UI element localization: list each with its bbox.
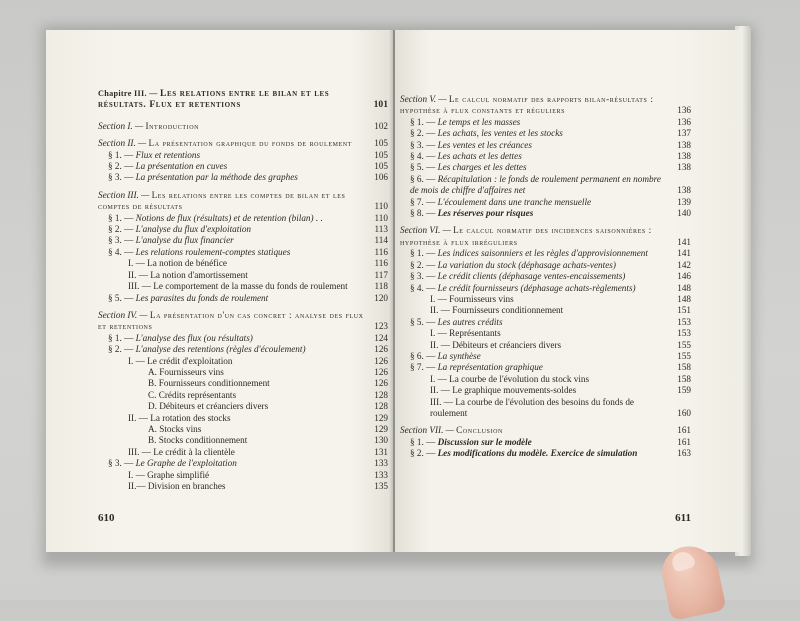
toc-entry xyxy=(98,138,388,149)
toc-entry xyxy=(98,121,388,132)
toc-entry-label: II. — xyxy=(128,269,148,280)
toc-entry-title: Les achats, les ventes et les stocks xyxy=(437,128,563,139)
toc-entry-label: § 6. — xyxy=(410,173,436,184)
toc-entry xyxy=(98,447,388,458)
toc-entry-page: 159 xyxy=(677,385,691,396)
toc-entry-title: La représentation graphique xyxy=(437,362,543,373)
toc-entry-label: § 3. — xyxy=(410,139,436,150)
toc-entry-label: § 2. — xyxy=(108,224,134,235)
toc-entry xyxy=(98,401,388,412)
toc-entry-title: Fournisseurs conditionnement xyxy=(158,378,270,389)
toc-entry xyxy=(400,208,691,219)
toc-entry xyxy=(400,397,691,420)
toc-entry-page: 151 xyxy=(677,305,691,316)
toc-entry xyxy=(98,424,388,435)
toc-entry-label: § 1. — xyxy=(410,116,436,127)
toc-entry-label: III. — xyxy=(128,446,151,457)
toc-entry xyxy=(400,425,691,436)
toc-entry xyxy=(400,437,691,448)
toc-entry-page: 105 xyxy=(374,149,388,160)
toc-entry-label: § 3. — xyxy=(108,235,134,246)
toc-entry-page: 163 xyxy=(677,448,691,459)
toc-entry xyxy=(98,190,388,213)
toc-entry-title: Le crédit à la clientèle xyxy=(153,446,235,457)
toc-entry-page: 118 xyxy=(374,281,388,292)
toc-entry-page: 120 xyxy=(374,292,388,303)
toc-entry-title: Représentants xyxy=(449,328,501,339)
toc-entry xyxy=(98,172,388,183)
toc-entry-title: Les autres crédits xyxy=(437,316,503,327)
toc-entry-label: § 8. — xyxy=(410,208,436,219)
toc-entry-label: Section III. — xyxy=(98,189,150,200)
toc-entry-page: 136 xyxy=(677,105,691,116)
toc-entry-title: La notion de bénéfice xyxy=(147,258,227,269)
toc-entry-title: Notions de flux (résultats) et de retention (bilan) . . xyxy=(135,212,323,223)
toc-entry xyxy=(98,367,388,378)
toc-entry-page: 158 xyxy=(677,362,691,373)
toc-entry xyxy=(400,94,691,117)
right-entry-list xyxy=(400,94,691,460)
toc-entry-title: Débiteurs et créanciers divers xyxy=(159,401,269,412)
toc-entry-label: I. — xyxy=(430,293,447,304)
left-page xyxy=(46,30,393,552)
toc-entry-title: Les achats et les dettes xyxy=(437,151,522,162)
toc-entry xyxy=(400,151,691,162)
toc-entry-page: 110 xyxy=(374,212,388,223)
toc-entry-title: Les parasites du fonds de roulement xyxy=(135,292,269,303)
toc-entry-label: § 3. — xyxy=(108,172,134,183)
toc-entry-page: 155 xyxy=(677,339,691,350)
toc-entry-label: § 6. — xyxy=(410,350,436,361)
toc-entry-title: Le crédit fournisseurs (déphasage achats-règlements) xyxy=(437,282,636,293)
toc-entry-label: II. — xyxy=(430,385,450,396)
toc-entry xyxy=(98,213,388,224)
toc-entry-page: 138 xyxy=(677,185,691,196)
toc-entry-title: Le calcul normatif des rapports bilan-résultats : hypothèse à flux constants et réguliers xyxy=(400,94,654,116)
toc-entry-label: § 1. — xyxy=(410,248,436,259)
toc-entry xyxy=(400,305,691,316)
toc-entry xyxy=(400,317,691,328)
toc-entry-label: § 1. — xyxy=(108,149,134,160)
toc-entry-label: § 3. — xyxy=(108,458,134,469)
toc-entry-title: Le Graphe de l'exploitation xyxy=(135,458,237,469)
toc-entry-page: 148 xyxy=(677,293,691,304)
toc-entry xyxy=(400,128,691,139)
toc-entry-title: La présentation d'un cas concret : analyse des flux et retentions xyxy=(98,309,364,332)
toc-entry-label: § 4. — xyxy=(108,246,134,257)
toc-entry xyxy=(98,333,388,344)
toc-entry-title: L'analyse du flux d'exploitation xyxy=(135,224,252,235)
toc-entry-title: La courbe de l'évolution des besoins du fonds de roulement xyxy=(430,396,634,418)
toc-entry xyxy=(400,248,691,259)
toc-entry-page: 130 xyxy=(374,435,388,446)
toc-entry-page: 129 xyxy=(374,412,388,423)
toc-entry-label: Section VI. — xyxy=(400,225,451,236)
toc-entry-title: Graphe simplifié xyxy=(147,469,210,480)
toc-entry-title: La courbe de l'évolution du stock vins xyxy=(449,373,590,384)
toc-entry-title: Conclusion xyxy=(456,425,503,436)
toc-entry-page: 133 xyxy=(374,469,388,480)
toc-entry xyxy=(98,481,388,492)
toc-entry-label: Section I. — xyxy=(98,120,144,131)
toc-entry-label: A. xyxy=(148,366,157,377)
toc-entry-label: § 2. — xyxy=(108,161,134,172)
toc-entry-page: 138 xyxy=(677,162,691,173)
toc-entry-title: La synthèse xyxy=(437,350,481,361)
toc-entry-title: L'analyse des flux (ou résultats) xyxy=(135,332,253,343)
toc-entry xyxy=(400,283,691,294)
toc-entry xyxy=(400,162,691,173)
right-page xyxy=(395,30,741,552)
toc-entry-title: L'écoulement dans une tranche mensuelle xyxy=(437,196,592,207)
toc-entry-title: La notion d'amortissement xyxy=(150,269,248,280)
toc-entry xyxy=(400,374,691,385)
toc-entry xyxy=(98,356,388,367)
toc-entry-label: § 4. — xyxy=(410,151,436,162)
toc-entry xyxy=(400,271,691,282)
toc-entry-title: Le crédit d'exploitation xyxy=(147,355,233,366)
toc-entry xyxy=(98,270,388,281)
toc-entry xyxy=(400,225,691,248)
toc-entry xyxy=(400,340,691,351)
toc-entry-label: Section IV. — xyxy=(98,309,148,320)
toc-entry-label: II. — xyxy=(430,305,450,316)
toc-entry-page: 126 xyxy=(374,366,388,377)
toc-entry-page: 128 xyxy=(374,401,388,412)
toc-entry-page: 137 xyxy=(677,128,691,139)
toc-entry-label: I. — xyxy=(128,258,145,269)
toc-entry-page: 160 xyxy=(677,407,691,418)
toc-entry xyxy=(400,448,691,459)
toc-entry xyxy=(98,390,388,401)
toc-entry-title: La variation du stock (déphasage achats-ventes) xyxy=(437,259,616,270)
toc-entry-page: 155 xyxy=(677,350,691,361)
toc-entry xyxy=(400,351,691,362)
toc-entry-page: 140 xyxy=(677,208,691,219)
toc-entry xyxy=(98,235,388,246)
toc-entry-page: 161 xyxy=(677,436,691,447)
toc-entry-title: Les relations roulement-comptes statiques xyxy=(135,246,291,257)
toc-entry-page: 141 xyxy=(677,248,691,259)
toc-entry xyxy=(400,385,691,396)
toc-entry-title: Stocks conditionnement xyxy=(158,435,248,446)
toc-entry-page: 106 xyxy=(374,172,388,183)
toc-entry-label: II. — xyxy=(430,339,450,350)
toc-entry-label: § 7. — xyxy=(410,362,436,373)
toc-entry-label: § 5. — xyxy=(410,162,436,173)
toc-entry-page: 105 xyxy=(374,138,388,149)
toc-entry-title: Le graphique mouvements-soldes xyxy=(452,385,577,396)
toc-entry-label: § 5. — xyxy=(410,316,436,327)
left-entry-list xyxy=(98,121,388,493)
toc-entry-page: 116 xyxy=(374,258,388,269)
toc-entry-page: 131 xyxy=(374,446,388,457)
toc-entry-title: Introduction xyxy=(145,120,200,131)
toc-entry xyxy=(400,362,691,373)
toc-entry-title: Récapitulation : le fonds de roulement permanent en nombre de mois de chiffre d'affaires net xyxy=(410,173,661,196)
toc-entry-title: Fournisseurs conditionnement xyxy=(452,305,564,316)
toc-entry xyxy=(98,310,388,333)
toc-entry-label: § 2. — xyxy=(108,344,134,355)
toc-entry-label: § 5. — xyxy=(108,292,134,303)
toc-entry-title: La rotation des stocks xyxy=(150,412,231,423)
toc-entry xyxy=(400,197,691,208)
toc-entry-page: 124 xyxy=(374,332,388,343)
toc-entry-title: Les indices saisonniers et les règles d'approvisionnement xyxy=(437,248,648,259)
toc-entry-label: I. — xyxy=(128,469,145,480)
toc-entry-title: Le calcul normatif des incidences saisonnières : hypothèse à flux irréguliers xyxy=(400,225,652,247)
toc-entry-label: II. — xyxy=(128,412,148,423)
toc-entry-title: Le temps et les masses xyxy=(437,116,521,127)
toc-entry-page: 146 xyxy=(677,271,691,282)
toc-entry xyxy=(98,293,388,304)
toc-entry xyxy=(98,281,388,292)
chapter-heading xyxy=(98,88,388,111)
toc-entry-page: 128 xyxy=(374,389,388,400)
toc-entry-page: 126 xyxy=(374,344,388,355)
chapter-title: Les relations entre le bilan et les résultats. Flux et retentions xyxy=(98,88,330,111)
toc-entry-page: 116 xyxy=(374,246,388,257)
toc-entry-page: 114 xyxy=(374,235,388,246)
toc-entry-title: Débiteurs et créanciers divers xyxy=(452,339,562,350)
toc-entry-title: Les modifications du modèle. Exercice de simulation xyxy=(437,448,638,459)
toc-entry-title: La présentation en cuves xyxy=(135,161,228,172)
toc-entry xyxy=(98,258,388,269)
toc-entry-page: 113 xyxy=(374,224,388,235)
toc-entry-title: Discussion sur le modèle xyxy=(437,436,532,447)
toc-entry-page: 126 xyxy=(374,378,388,389)
toc-entry-title: Les ventes et les créances xyxy=(437,139,532,150)
toc-entry-label: III. — xyxy=(128,281,151,292)
toc-entry-page: 138 xyxy=(677,139,691,150)
toc-entry-label: § 1. — xyxy=(108,332,134,343)
toc-entry-label: § 4. — xyxy=(410,282,436,293)
toc-entry-title: Stocks vins xyxy=(159,423,202,434)
toc-entry xyxy=(98,344,388,355)
toc-entry-label: A. xyxy=(148,423,157,434)
toc-entry-page: 133 xyxy=(374,458,388,469)
toc-entry-page: 141 xyxy=(677,236,691,247)
toc-entry-label: C. xyxy=(148,389,157,400)
toc-entry-title: La présentation graphique du fonds de roulement xyxy=(148,138,352,149)
toc-entry-label: § 1. — xyxy=(108,212,134,223)
right-folio: 611 xyxy=(675,512,691,524)
toc-entry xyxy=(98,435,388,446)
toc-entry-label: II.— xyxy=(128,481,146,491)
toc-entry-label: § 3. — xyxy=(410,271,436,282)
toc-entry-page: 138 xyxy=(677,151,691,162)
toc-entry-page: 153 xyxy=(677,328,691,339)
toc-entry-label: B. xyxy=(148,435,157,446)
toc-entry-page: 161 xyxy=(677,425,691,436)
toc-entry-label: § 2. — xyxy=(410,259,436,270)
toc-entry-page: 105 xyxy=(374,161,388,172)
toc-entry-label: Section VII. — xyxy=(400,425,454,436)
toc-entry-label: III. — xyxy=(430,396,453,407)
toc-entry-title: Les relations entre les comptes de bilan et les comptes de résultats xyxy=(98,189,346,212)
left-folio: 610 xyxy=(98,512,115,524)
toc-entry xyxy=(98,413,388,424)
toc-entry-page: 135 xyxy=(374,481,388,491)
toc-entry-page: 158 xyxy=(677,373,691,384)
toc-entry xyxy=(400,260,691,271)
toc-entry-label: I. — xyxy=(430,328,447,339)
toc-entry-title: Les charges et les dettes xyxy=(437,162,527,173)
toc-entry-page: 117 xyxy=(374,269,388,280)
toc-entry-title: Division en branches xyxy=(147,481,226,491)
toc-entry-title: Les réserves pour risques xyxy=(437,208,534,219)
toc-entry xyxy=(98,161,388,172)
chapter-label: Chapitre III. — xyxy=(98,89,158,98)
toc-entry xyxy=(98,458,388,469)
toc-entry-label: § 7. — xyxy=(410,196,436,207)
toc-entry-label: § 2. — xyxy=(410,448,436,459)
toc-entry-title: Le crédit clients (déphasage ventes-encaissements) xyxy=(437,271,626,282)
toc-entry-title: Flux et retentions xyxy=(135,149,201,160)
toc-entry-label: I. — xyxy=(430,373,447,384)
toc-entry-page: 142 xyxy=(677,259,691,270)
toc-entry-label: B. xyxy=(148,378,157,389)
toc-entry xyxy=(400,174,691,197)
toc-entry-title: Crédits représentants xyxy=(158,389,237,400)
toc-entry xyxy=(400,294,691,305)
toc-entry-label: § 1. — xyxy=(410,436,436,447)
toc-entry-page: 126 xyxy=(374,355,388,366)
toc-entry-label: § 2. — xyxy=(410,128,436,139)
toc-entry xyxy=(98,224,388,235)
toc-entry-page: 153 xyxy=(677,316,691,327)
toc-entry-title: L'analyse des retentions (règles d'écoulement) xyxy=(135,344,306,355)
toc-entry-page: 136 xyxy=(677,116,691,127)
toc-entry-page: 139 xyxy=(677,196,691,207)
toc-entry-label: Section II. — xyxy=(98,138,147,149)
toc-entry xyxy=(98,470,388,481)
toc-entry-title: Fournisseurs vins xyxy=(159,366,224,377)
toc-entry xyxy=(400,328,691,339)
toc-entry-label: D. xyxy=(148,401,157,412)
toc-entry-title: La présentation par la méthode des graphes xyxy=(135,172,298,183)
toc-entry xyxy=(98,378,388,389)
toc-entry xyxy=(98,247,388,258)
toc-entry xyxy=(98,150,388,161)
toc-entry-page: 123 xyxy=(374,321,388,332)
toc-entry-title: Fournisseurs vins xyxy=(449,293,514,304)
chapter-page: 101 xyxy=(373,99,388,111)
toc-entry-label: I. — xyxy=(128,355,145,366)
left-toc xyxy=(98,88,388,492)
toc-entry-page: 102 xyxy=(374,120,388,131)
toc-entry xyxy=(400,117,691,128)
right-toc xyxy=(400,88,691,460)
toc-entry-page: 129 xyxy=(374,423,388,434)
toc-entry xyxy=(400,140,691,151)
toc-entry-page: 110 xyxy=(374,201,388,212)
toc-entry-label: Section V. — xyxy=(400,94,447,104)
toc-entry-title: L'analyse du flux financier xyxy=(135,235,234,246)
toc-entry-title: Le comportement de la masse du fonds de roulement xyxy=(153,281,348,292)
toc-entry-page: 148 xyxy=(677,282,691,293)
